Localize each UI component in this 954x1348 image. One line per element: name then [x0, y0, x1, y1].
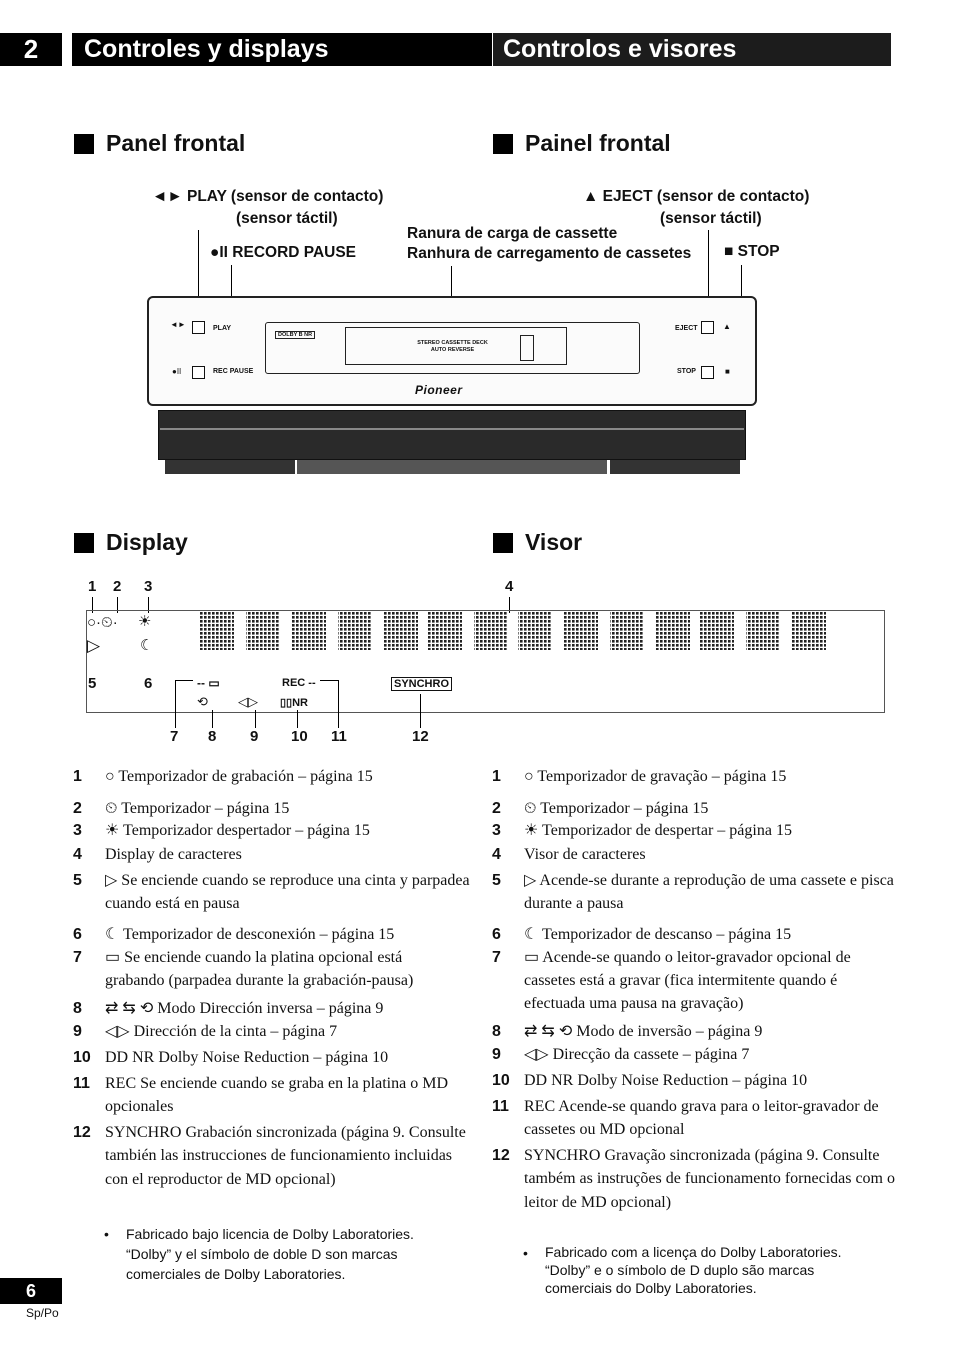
display-number: 10	[291, 728, 308, 745]
section-front-pt	[493, 130, 671, 157]
chapter-title-es: Controles y displays	[72, 33, 492, 66]
sleep-timer-icon: ☾	[140, 637, 154, 654]
callout-record-pause: ●II RECORD PAUSE	[210, 244, 357, 261]
dolby-nr-indicator	[280, 696, 308, 709]
callout-play: ◄► PLAY (sensor de contacto)	[152, 188, 384, 205]
legend-item-text: leitor de MD opcional)	[524, 1194, 672, 1211]
legend-item-text: DD NR Dolby Noise Reduction – página 10	[105, 1049, 389, 1066]
matrix-char	[792, 612, 826, 650]
legend-item-text: opcionales	[105, 1098, 174, 1115]
matrix-char	[200, 612, 234, 650]
tape-direction-icon: ◁▷	[238, 694, 258, 709]
legend-item-text: ⏲ Temporizador – página 15	[105, 800, 290, 817]
legend-item-number: 12	[73, 1124, 91, 1141]
play-indicator-icon: ▷	[87, 636, 101, 655]
deck-label-2: AUTO REVERSE	[430, 347, 475, 353]
section-title: Panel frontal	[106, 130, 246, 156]
display-number: 5	[88, 675, 97, 692]
legend-item-number: 10	[73, 1049, 91, 1066]
page-number: 6	[0, 1278, 62, 1304]
legend-item-text: ☀ Temporizador de despertar – página 15	[524, 822, 792, 839]
note-pt	[545, 1243, 885, 1297]
legend-item-number: 3	[73, 822, 82, 839]
legend-item-text: ○ Temporizador de grabación – página 15	[105, 768, 373, 785]
play-button[interactable]	[192, 321, 205, 334]
legend-item-text: ⏲ Temporizador – página 15	[524, 800, 709, 817]
legend-item-number: 5	[492, 872, 501, 889]
bullet-square-icon	[493, 134, 513, 154]
display-number: 3	[144, 578, 153, 595]
matrix-char	[474, 612, 508, 650]
cassette-slot[interactable]	[520, 335, 534, 361]
legend-item-number: 9	[73, 1023, 82, 1040]
display-number: 2	[113, 578, 122, 595]
matrix-char	[746, 612, 780, 650]
matrix-char	[246, 612, 280, 650]
nr-text: NR	[292, 697, 308, 709]
note-bullet-es: •	[104, 1226, 109, 1242]
dolby-logo: DOLBY B NR	[275, 331, 315, 339]
note-es	[126, 1224, 456, 1284]
wake-timer-icon: ☀	[138, 613, 152, 630]
double-d-icon: ▯▯	[280, 697, 293, 709]
legend-item-text: durante a pausa	[524, 895, 624, 912]
matrix-char	[564, 612, 598, 650]
matrix-char	[518, 612, 552, 650]
display-number: 12	[412, 728, 429, 745]
leader-line	[338, 680, 339, 728]
chapter-title-pt: Controlos e visores	[493, 33, 891, 66]
legend-item-text: ⇄ ⇆ ⟲ Modo Dirección inversa – página 9	[105, 1000, 384, 1017]
legend-item-number: 11	[73, 1075, 90, 1092]
legend-item-text: também as instruções de funcionamento fornecidas com o	[524, 1170, 895, 1187]
eject-button[interactable]	[701, 321, 714, 334]
display-number: 8	[208, 728, 217, 745]
section-title: Display	[106, 529, 188, 555]
section-title: Visor	[525, 529, 583, 555]
section-display-es	[74, 529, 188, 556]
legend-item-number: 12	[492, 1147, 510, 1164]
legend-item-text: ▭ Acende-se quando o leitor-gravador opcional de	[524, 949, 851, 966]
note-line: “Dolby” e o símbolo de D duplo são marcas	[545, 1262, 815, 1278]
rec-pause-device-label: REC PAUSE	[213, 368, 254, 375]
display-number: 11	[331, 728, 347, 745]
section-front-es	[74, 130, 245, 157]
stop-symbol-icon: ■	[725, 367, 730, 376]
rec-pause-symbol-icon: ●II	[172, 367, 182, 376]
deck-stripe	[160, 428, 744, 430]
leader-line	[175, 680, 193, 681]
legend-item-text: efectuada uma pausa na gravação)	[524, 995, 744, 1012]
note-line: comerciais do Dolby Laboratories.	[545, 1280, 757, 1296]
callout-eject-2: (sensor táctil)	[660, 210, 762, 227]
stop-button[interactable]	[701, 366, 714, 379]
matrix-char	[700, 612, 734, 650]
matrix-char	[610, 612, 644, 650]
legend-item-text: Visor de caracteres	[524, 846, 646, 863]
legend-item-number: 8	[73, 1000, 82, 1017]
note-line: Fabricado com a licença do Dolby Laboratories.	[545, 1244, 842, 1260]
legend-item-number: 11	[492, 1098, 509, 1115]
note-line: comerciales de Dolby Laboratories.	[126, 1266, 346, 1282]
legend-item-text: REC Acende-se quando grava para o leitor-gravador de	[524, 1098, 879, 1115]
legend-item-text: ◁▷ Direcção da cassete – página 7	[524, 1046, 750, 1063]
synchro-indicator: SYNCHRO	[391, 677, 452, 691]
matrix-char	[292, 612, 326, 650]
matrix-char	[384, 612, 418, 650]
callout-play-2: (sensor táctil)	[236, 210, 338, 227]
cassette-rec-icon: -- ▭	[197, 676, 220, 690]
display-number: 4	[505, 578, 514, 595]
leader-line	[320, 680, 338, 681]
legend-item-number: 2	[73, 800, 82, 817]
matrix-char	[428, 612, 462, 650]
legend-item-number: 6	[492, 926, 501, 943]
eject-symbol-icon: ▲	[723, 322, 731, 331]
legend-item-text: ▷ Se enciende cuando se reproduce una cinta y parpadea	[105, 872, 470, 889]
chapter-number: 2	[0, 33, 62, 66]
callout-slot-es: Ranura de carga de cassette	[407, 225, 618, 242]
rec-pause-button[interactable]	[192, 366, 205, 379]
legend-item-number: 1	[73, 768, 82, 785]
deck-foot-left	[165, 460, 295, 474]
deck-foot-center	[297, 460, 607, 474]
note-bullet-pt: •	[523, 1245, 528, 1261]
legend-item-text: ☀ Temporizador despertador – página 15	[105, 822, 370, 839]
deck-foot-right	[610, 460, 740, 474]
legend-item-text: ⇄ ⇆ ⟲ Modo de inversão – página 9	[524, 1023, 763, 1040]
legend-item-text: cassetes está a gravar (fica intermitente quando é	[524, 972, 838, 989]
legend-item-text: ☾ Temporizador de descanso – página 15	[524, 926, 792, 943]
display-number: 1	[88, 578, 97, 595]
display-number: 9	[250, 728, 259, 745]
legend-item-number: 7	[492, 949, 501, 966]
legend-item-text: ▭ Se enciende cuando la platina opcional está	[105, 949, 403, 966]
character-matrix	[200, 612, 830, 650]
rec-indicator: REC --	[282, 677, 316, 689]
legend-item-text: cassetes ou MD opcional	[524, 1121, 685, 1138]
play-symbol-icon: ◄►	[170, 320, 186, 329]
deck-label-1: STEREO CASSETTE DECK	[417, 340, 488, 346]
legend-item-number: 2	[492, 800, 501, 817]
eject-device-label: EJECT	[675, 325, 698, 332]
legend-item-number: 1	[492, 768, 501, 785]
matrix-char	[656, 612, 690, 650]
legend-item-number: 6	[73, 926, 82, 943]
note-line: “Dolby” y el símbolo de doble D son marcas	[126, 1246, 398, 1262]
legend-item-number: 7	[73, 949, 82, 966]
leader-line	[175, 680, 176, 728]
legend-item-text: ☾ Temporizador de desconexión – página 15	[105, 926, 395, 943]
bullet-square-icon	[74, 533, 94, 553]
legend-item-text: ○ Temporizador de gravação – página 15	[524, 768, 787, 785]
legend-item-text: ▷ Acende-se durante a reprodução de uma cassete e pisca	[524, 872, 894, 889]
legend-item-text: cuando está en pausa	[105, 895, 240, 912]
legend-item-text: grabando (parpadea durante la grabación-pausa)	[105, 972, 414, 989]
callout-slot-pt: Ranhura de carregamento de cassetes	[407, 245, 692, 262]
legend-item-text: SYNCHRO Grabación sincronizada (página 9. Consulte	[105, 1124, 466, 1141]
legend-item-number: 8	[492, 1023, 501, 1040]
legend-item-text: también las instrucciones de funcionamiento incluidas	[105, 1147, 453, 1164]
bullet-square-icon	[493, 533, 513, 553]
legend-item-text: Display de caracteres	[105, 846, 242, 863]
legend-item-text: REC Se enciende cuando se graba en la platina o MD	[105, 1075, 448, 1092]
leader-line	[420, 694, 421, 728]
section-display-pt	[493, 529, 582, 556]
stop-device-label: STOP	[677, 368, 696, 375]
legend-item-text: SYNCHRO Gravação sincronizada (página 9. Consulte	[524, 1147, 880, 1164]
section-title: Painel frontal	[525, 130, 671, 156]
display-number: 7	[170, 728, 179, 745]
play-device-label: PLAY	[213, 325, 232, 332]
legend-item-number: 5	[73, 872, 82, 889]
legend-item-number: 9	[492, 1046, 501, 1063]
leader-line	[255, 710, 256, 728]
legend-item-text: DD NR Dolby Noise Reduction – página 10	[524, 1072, 808, 1089]
brand-logo: Pioneer	[415, 383, 463, 397]
legend-item-number: 10	[492, 1072, 510, 1089]
reverse-mode-icon: ⟲	[197, 694, 208, 709]
callout-stop: ■ STOP	[724, 243, 780, 260]
legend-item-text: con el reproductor de MD opcional)	[105, 1171, 336, 1188]
display-number: 6	[144, 675, 153, 692]
matrix-char	[338, 612, 372, 650]
language-code: Sp/Po	[26, 1306, 59, 1320]
legend-item-number: 3	[492, 822, 501, 839]
bullet-square-icon	[74, 134, 94, 154]
legend-item-number: 4	[73, 846, 82, 863]
deck-lower-body	[158, 410, 746, 460]
rec-timer-icon: ○·⏲·	[87, 614, 118, 631]
note-line: Fabricado bajo licencia de Dolby Laboratories.	[126, 1226, 414, 1242]
leader-line	[297, 710, 298, 728]
legend-item-text: ◁▷ Dirección de la cinta – página 7	[105, 1023, 338, 1040]
callout-eject: ▲ EJECT (sensor de contacto)	[583, 188, 810, 205]
legend-item-number: 4	[492, 846, 501, 863]
leader-line	[212, 710, 213, 728]
